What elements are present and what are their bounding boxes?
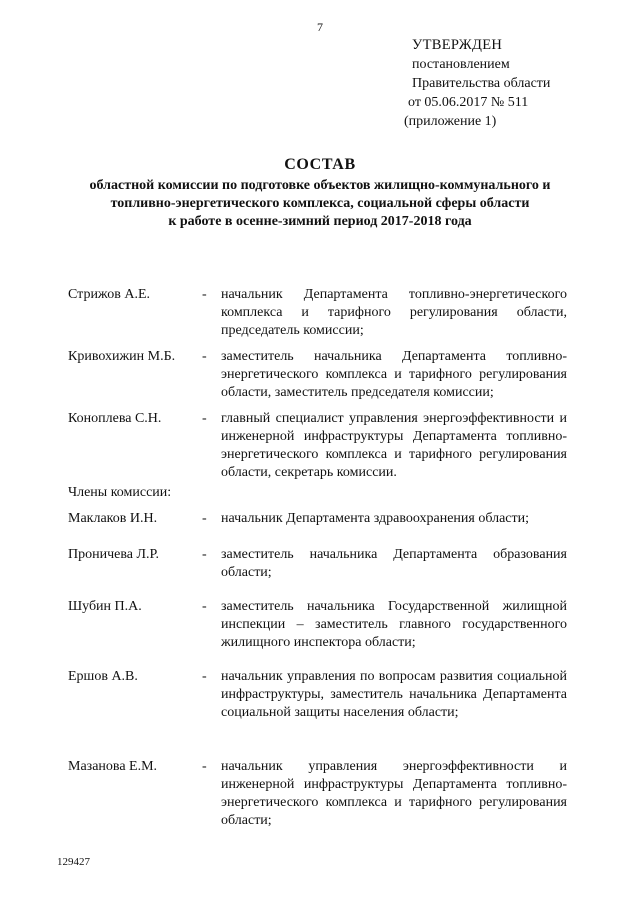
member-name: Ершов А.В. — [68, 669, 138, 684]
member-name: Кривохижин М.Б. — [68, 349, 176, 364]
document-code: 129427 — [57, 856, 90, 868]
document-heading — [0, 156, 640, 231]
page-number: 7 — [317, 20, 323, 34]
approval-stamp — [404, 36, 550, 131]
member-name: Мазанова Е.М. — [68, 759, 158, 774]
members-label: Члены комиссии: — [68, 485, 172, 500]
member-name: Проничева Л.Р. — [68, 547, 160, 562]
approval-line: Правительства области — [412, 76, 551, 91]
member-name: Маклаков И.Н. — [68, 511, 158, 526]
dash: - — [202, 599, 207, 614]
dash: - — [202, 411, 207, 426]
member-role: заместитель начальника Департамента образования области; — [221, 547, 567, 580]
approval-line: (приложение 1) — [404, 114, 497, 129]
member-role: главный специалист управления энергоэффективности и инженерной инфраструктуры Департамента топливно-энергетического комплекса и тарифного регулирования области, секретарь комиссии. — [221, 411, 567, 480]
member-role: начальник управления по вопросам развития социальной инфраструктуры, заместитель начальника Департамента социальной защиты населения области; — [221, 669, 567, 720]
member-role: заместитель начальника Государственной жилищной инспекции – заместитель главного государственного жилищного инспектора области; — [221, 599, 567, 650]
list-item — [0, 286, 640, 340]
approval-title: УТВЕРЖДЕН — [412, 37, 503, 53]
member-role: начальник управления энергоэффективности и инженерной инфраструктуры Департамента топливно-энергетического комплекса и тарифного регулирования области; — [221, 759, 567, 828]
member-name: Шубин П.А. — [68, 599, 142, 614]
list-item — [0, 758, 640, 830]
member-role: заместитель начальника Департамента топливно-энергетического комплекса и тарифного регулирования области, заместитель председателя комиссии; — [221, 349, 567, 400]
list-item — [0, 546, 640, 582]
list-item — [0, 598, 640, 652]
heading-line: областной комиссии по подготовке объектов жилищно-коммунального и — [89, 178, 551, 193]
member-role: начальник Департамента топливно-энергетического комплекса и тарифного регулирования области, председатель комиссии; — [221, 287, 567, 338]
approval-line: постановлением — [412, 57, 510, 72]
dash: - — [202, 669, 207, 684]
member-name: Стрижов А.Е. — [68, 287, 151, 302]
list-item — [0, 348, 640, 402]
approval-line: от 05.06.2017 № 511 — [408, 95, 529, 110]
dash: - — [202, 511, 207, 526]
list-item — [0, 410, 640, 482]
dash: - — [202, 759, 207, 774]
member-role: начальник Департамента здравоохранения области; — [221, 511, 530, 526]
member-name: Коноплева С.Н. — [68, 411, 162, 426]
dash: - — [202, 349, 207, 364]
heading-title: СОСТАВ — [284, 156, 356, 173]
heading-line: топливно-энергетического комплекса, социальной сферы области — [110, 196, 530, 211]
list-item — [0, 510, 640, 528]
dash: - — [202, 287, 207, 302]
dash: - — [202, 547, 207, 562]
list-item — [0, 668, 640, 722]
heading-line: к работе в осенне-зимний период 2017-2018 года — [168, 214, 472, 229]
